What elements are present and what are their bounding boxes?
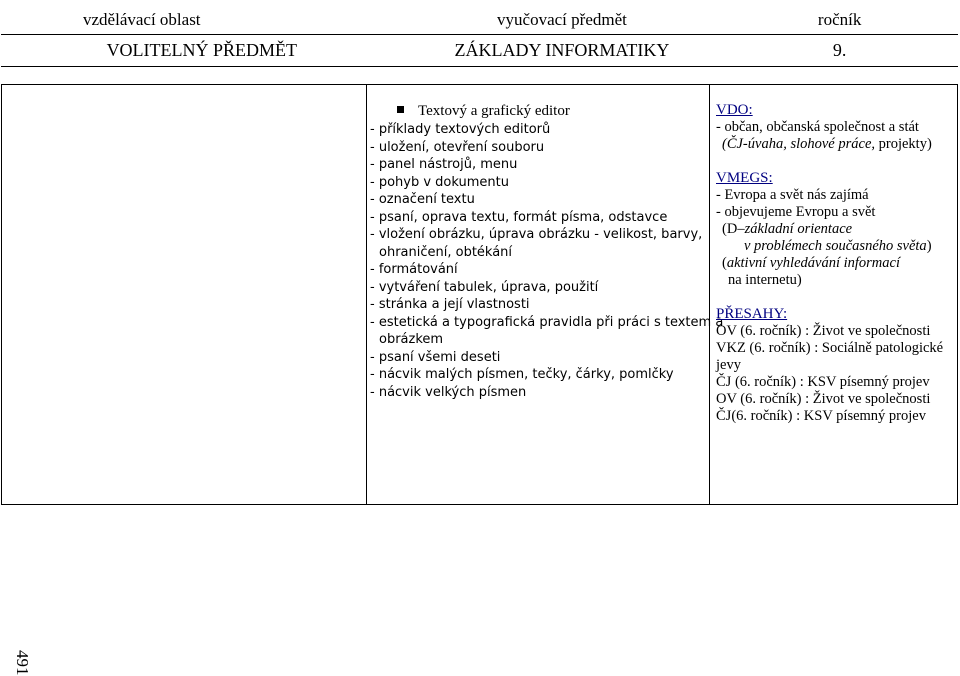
presahy-line: VKZ (6. ročník) : Sociálně patologické: [716, 340, 944, 356]
content-table: [1, 84, 958, 505]
empty-cell: [2, 85, 367, 505]
page-number: 491: [13, 650, 32, 676]
presahy-line: ČJ(6. ročník) : KSV písemný projev: [716, 408, 926, 424]
topic-lines: [370, 121, 724, 401]
topic-item: - označení textu: [370, 192, 475, 207]
header-value-grade: 9.: [721, 35, 958, 67]
topic-item: - formátování: [370, 262, 458, 277]
vmegs-title: VMEGS:: [716, 170, 773, 186]
vdo-line: - občan, občanská společnost a stát: [716, 119, 919, 135]
vmegs-line: - objevujeme Evropu a svět: [716, 204, 876, 220]
topics-heading: Textový a grafický editor: [370, 101, 709, 121]
topic-item: - pohyb v dokumentu: [370, 174, 509, 190]
topic-item: - vytváření tabulek, úprava, použití: [370, 279, 599, 295]
vmegs-line: na internetu): [728, 272, 802, 288]
header-value-subject: ZÁKLADY INFORMATIKY: [403, 35, 722, 67]
presahy-line: jevy: [716, 357, 741, 373]
topics-cell: [367, 85, 724, 505]
square-bullet-icon: [397, 106, 404, 113]
notes-block: [710, 85, 957, 425]
vmegs-line: (aktivní vyhledávání informací: [722, 255, 900, 271]
presahy-line: ČJ (6. ročník) : KSV písemný projev: [716, 374, 930, 390]
vmegs-line: v problémech současného světa): [744, 238, 932, 254]
presahy-line: OV (6. ročník) : Život ve společnosti: [716, 323, 931, 339]
topic-item: - psaní všemi deseti: [370, 349, 501, 365]
topic-item: - uložení, otevření souboru: [370, 139, 545, 155]
header-value-area: VOLITELNÝ PŘEDMĚT: [1, 35, 403, 67]
presahy-title: PŘESAHY:: [716, 306, 788, 322]
topic-item: - psaní, oprava textu, formát písma, odstavce: [370, 209, 668, 225]
topic-item: - vložení obrázku, úprava obrázku - velikost, barvy,: [370, 227, 703, 242]
topic-item: - nácvik malých písmen, tečky, čárky, pomlčky: [370, 367, 674, 382]
presahy-line: OV (6. ročník) : Život ve společnosti: [716, 391, 931, 407]
vdo-title: VDO:: [716, 102, 753, 118]
header-table: [1, 5, 958, 67]
notes-cell: [710, 85, 958, 505]
topics-list: [367, 85, 724, 401]
topic-item: - nácvik velkých písmen: [370, 384, 527, 400]
topic-item: - stránka a její vlastnosti: [370, 297, 530, 312]
vdo-line: (ČJ-úvaha, slohové práce, projekty): [722, 136, 932, 152]
vmegs-line: - Evropa a svět nás zajímá: [716, 187, 869, 203]
topic-item: - panel nástrojů, menu: [370, 157, 518, 172]
topic-item: - estetická a typografická pravidla při práci s textem a: [370, 314, 724, 330]
header-label-area: vzdělávací oblast: [1, 5, 403, 35]
header-label-subject: vyučovací předmět: [403, 5, 722, 35]
header-label-grade: ročník: [721, 5, 958, 35]
topic-item: obrázkem: [379, 332, 444, 347]
topic-item: - příklady textových editorů: [370, 122, 551, 137]
vmegs-line: (D–základní orientace: [722, 221, 853, 237]
topic-item: ohraničení, obtékání: [379, 244, 513, 260]
